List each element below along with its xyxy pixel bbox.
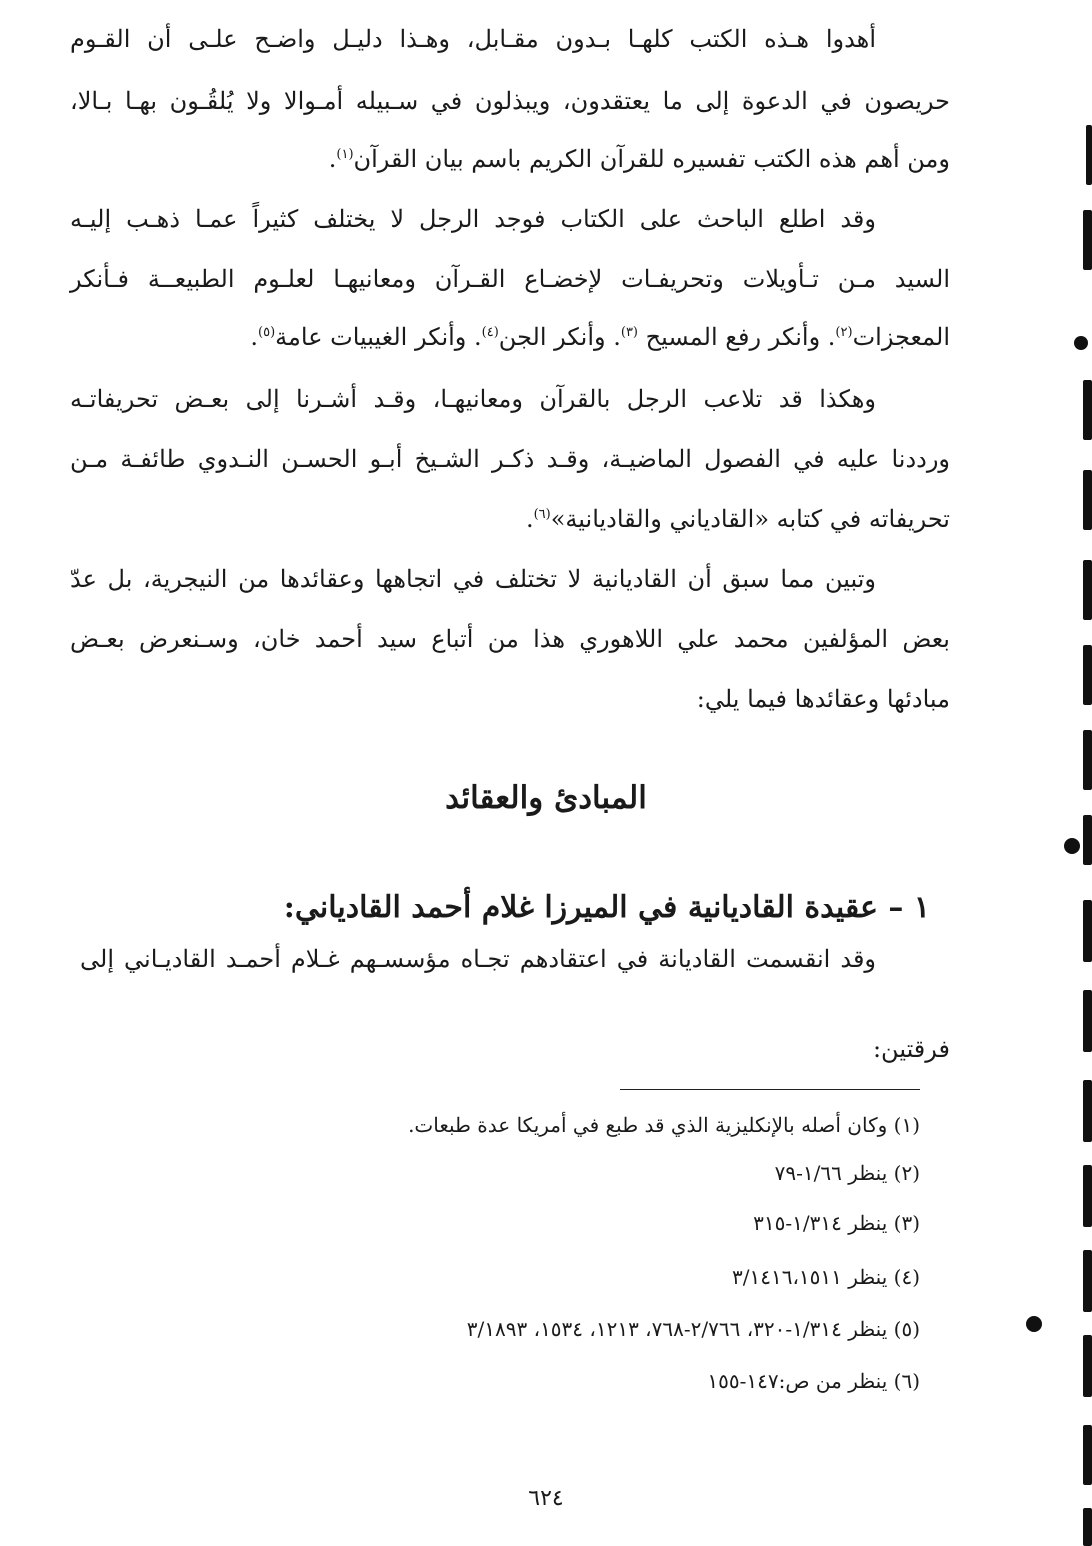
text-run: فرقتين: <box>872 1035 950 1063</box>
binding-hole-dot <box>1074 336 1088 350</box>
text-run: . وأنكر رفع المسيح <box>638 323 836 351</box>
text-run: حريصون في الدعوة إلى ما يعتقدون، ويبذلون في سـبيله أمـوالا ولا يُلقُـون بهـا بـالا، <box>70 87 950 115</box>
text-run: مبادئها وعقائدها فيما يلي: <box>696 685 950 713</box>
paragraph-2-line-1 <box>70 204 876 234</box>
binding-mark <box>1083 210 1092 270</box>
text-run: . وأنكر الغيبيات عامة <box>275 323 482 351</box>
binding-hole-dot <box>1064 838 1080 854</box>
text-run: المعجزات <box>852 323 950 351</box>
binding-mark <box>1083 1425 1092 1485</box>
footnote-ref: (٢) <box>835 325 853 340</box>
footnote-ref: (١) <box>336 147 354 162</box>
page-number: ٦٢٤ <box>528 1486 564 1511</box>
text-run: ورددنا عليه في الفصول الماضيـة، وقـد ذكـر الشـيخ أبـو الحسـن النـدوي طائفـة مـن <box>70 445 950 473</box>
footnote-3: (٣) ينظر ١/٣١٤-٣١٥ <box>753 1211 920 1235</box>
paragraph-2-line-3 <box>70 322 950 352</box>
text-run: . <box>250 323 259 351</box>
binding-mark <box>1083 990 1092 1052</box>
text-run: . <box>525 505 534 533</box>
paragraph-3-line-1 <box>70 384 876 414</box>
binding-mark <box>1083 900 1092 962</box>
binding-mark <box>1083 1165 1092 1227</box>
footnote-ref: (٤) <box>481 325 499 340</box>
paragraph-3-line-3 <box>70 504 950 534</box>
footnote-divider <box>620 1089 920 1090</box>
section-heading: المبادئ والعقائد <box>445 780 647 816</box>
footnote-5: (٥) ينظر ١/٣١٤-٣٢٠، ٢/٧٦٦-٧٦٨، ١٢١٣، ١٥٣٤، ٣/١٨٩٣ <box>466 1317 920 1341</box>
binding-mark <box>1083 1335 1092 1397</box>
text-run: وهكذا قد تلاعب الرجل بالقرآن ومعانيهـا، وقـد أشـرنا إلى بعـض تحريفاتـه <box>70 385 876 413</box>
binding-mark <box>1083 380 1092 440</box>
paragraph-1-line-2 <box>70 86 950 116</box>
subsection-heading: ١ – عقيدة القاديانية في الميرزا غلام أحمد القادياني: <box>283 890 930 925</box>
binding-mark <box>1086 125 1092 185</box>
paragraph-4-line-1 <box>70 564 876 594</box>
text-run: . <box>328 145 337 173</box>
text-run: تحريفاته في كتابه «القادياني والقاديانية» <box>550 505 950 533</box>
paragraph-5-line-2 <box>70 1034 950 1064</box>
text-run: . وأنكر الجن <box>498 323 621 351</box>
text-run: وقد اطلع الباحث على الكتاب فوجد الرجل لا يختلف كثيراً عمـا ذهـب إليـه <box>70 205 876 233</box>
paragraph-3-line-2 <box>70 444 950 474</box>
paragraph-2-line-2 <box>70 264 950 294</box>
text-run: وقد انقسمت القاديانة في اعتقادهم تجـاه مؤسسـهم غـلام أحمـد القاديـاني إلى <box>80 945 876 973</box>
paragraph-1-line-1 <box>70 24 876 54</box>
binding-mark <box>1083 470 1092 530</box>
footnote-2: (٢) ينظر ١/٦٦-٧٩ <box>774 1161 920 1185</box>
binding-mark <box>1083 560 1092 620</box>
binding-mark <box>1083 815 1092 865</box>
footnote-6: (٦) ينظر من ص:١٤٧-١٥٥ <box>707 1369 920 1393</box>
binding-mark <box>1083 645 1092 705</box>
footnote-ref: (٣) <box>620 325 638 340</box>
text-run: وتبين مما سبق أن القاديانية لا تختلف في اتجاهها وعقائدها من النيجرية، بل عدّ <box>70 565 876 593</box>
paragraph-4-line-2 <box>70 624 950 654</box>
footnote-ref: (٥) <box>258 325 276 340</box>
binding-mark <box>1083 1080 1092 1142</box>
binding-mark <box>1083 730 1092 790</box>
paragraph-5-line-1 <box>80 944 876 974</box>
text-run: السيد مـن تـأويلات وتحريفـات لإخضـاع القـرآن ومعانيهـا لعلـوم الطبيعــة فـأنكر <box>70 265 950 293</box>
text-run: بعض المؤلفين محمد علي اللاهوري هذا من أتباع سيد أحمد خان، وسـنعرض بعـض <box>70 625 950 653</box>
text-run: ومن أهم هذه الكتب تفسيره للقرآن الكريم باسم بيان القرآن <box>353 145 950 173</box>
text-run: أهدوا هـذه الكتب كلهـا بـدون مقـابل، وهـذا دليـل واضـح علـى أن القـوم <box>70 25 876 53</box>
binding-mark <box>1083 1508 1092 1546</box>
binding-hole-dot <box>1026 1316 1042 1332</box>
footnote-4: (٤) ينظر ٣/١٤١٦،١٥١١ <box>732 1265 920 1289</box>
footnote-1: (١) وكان أصله بالإنكليزية الذي قد طبع في أمريكا عدة طبعات. <box>408 1113 920 1137</box>
footnote-ref: (٦) <box>533 507 551 522</box>
paragraph-4-line-3 <box>70 684 950 714</box>
paragraph-1-line-3 <box>70 144 950 174</box>
binding-mark <box>1083 1250 1092 1312</box>
